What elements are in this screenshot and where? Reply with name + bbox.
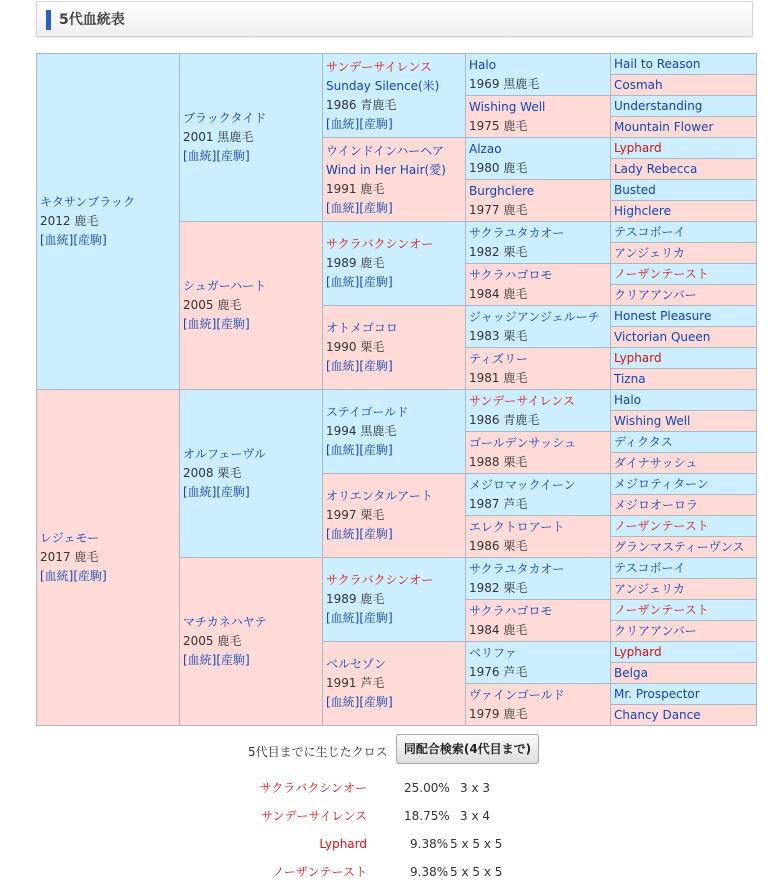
horse-name-link[interactable]: ゴールデンサッシュ bbox=[469, 435, 577, 450]
horse-name-link[interactable]: Cosmah bbox=[614, 77, 663, 92]
pedigree-cell-gen3 bbox=[323, 558, 466, 642]
pedigree-cell-gen5 bbox=[611, 600, 757, 621]
horse-name-link[interactable]: Honest Pleasure bbox=[614, 308, 712, 323]
horse-name-link[interactable]: Alzao bbox=[469, 141, 502, 156]
pedigree-links[interactable]: [血統][産駒] bbox=[183, 149, 250, 163]
pedigree-links[interactable]: [血統][産駒] bbox=[326, 695, 393, 709]
pedigree-cell-gen2 bbox=[180, 558, 323, 726]
cross-pattern: 3 x 4 bbox=[460, 809, 490, 823]
pedigree-cell-gen3 bbox=[323, 642, 466, 726]
horse-info: 2005 鹿毛 bbox=[183, 298, 242, 312]
pedigree-row bbox=[37, 390, 757, 411]
horse-name-link[interactable]: ディクタス bbox=[614, 434, 673, 449]
pedigree-links[interactable]: [血統][産駒] bbox=[326, 200, 393, 215]
pedigree-links[interactable]: [血統][産駒] bbox=[40, 233, 107, 247]
pedigree-cell-gen5 bbox=[611, 117, 757, 138]
horse-info: 1997 栗毛 bbox=[326, 508, 385, 522]
horse-name-link[interactable]: サクラハゴロモ bbox=[469, 267, 553, 282]
horse-name-link[interactable]: Victorian Queen bbox=[614, 329, 711, 344]
pedigree-cell-gen3 bbox=[323, 54, 466, 138]
horse-info: 1980 鹿毛 bbox=[469, 160, 528, 175]
cross-pattern: 5 x 5 x 5 bbox=[450, 865, 503, 879]
horse-info: 2005 鹿毛 bbox=[183, 634, 242, 648]
horse-info: 1979 鹿毛 bbox=[469, 706, 528, 721]
cross-horse-name[interactable]: Lyphard bbox=[319, 837, 367, 851]
pedigree-cell-gen5 bbox=[611, 264, 757, 285]
horse-name-link[interactable]: ティズリー bbox=[469, 351, 529, 366]
horse-info: 1989 鹿毛 bbox=[326, 592, 385, 606]
horse-name-link[interactable]: テスコボーイ bbox=[614, 560, 686, 575]
horse-name-link[interactable]: サクラバクシンオー bbox=[326, 573, 434, 587]
pedigree-cell-gen5 bbox=[611, 453, 757, 474]
horse-name-link[interactable]: グランマスティーヴンス bbox=[614, 539, 745, 554]
horse-name-link[interactable]: サクラユタカオー bbox=[469, 561, 565, 576]
horse-name-en[interactable]: Wind in Her Hair(愛) bbox=[326, 162, 446, 177]
pedigree-cell-gen5 bbox=[611, 327, 757, 348]
pedigree-links[interactable]: [血統][産駒] bbox=[183, 317, 250, 331]
pedigree-cell-gen4 bbox=[466, 222, 611, 264]
horse-info: 1991 鹿毛 bbox=[326, 181, 385, 196]
horse-name-link[interactable]: Wishing Well bbox=[614, 413, 691, 428]
pedigree-links[interactable]: [血統][産駒] bbox=[326, 611, 393, 625]
horse-info: 2001 黒鹿毛 bbox=[183, 130, 254, 144]
horse-name-link[interactable]: クリアアンバー bbox=[614, 623, 697, 638]
pedigree-cell-gen4 bbox=[466, 432, 611, 474]
horse-info: 2012 鹿毛 bbox=[40, 214, 99, 228]
horse-info: 1994 黒鹿毛 bbox=[326, 424, 397, 438]
horse-info: 1984 鹿毛 bbox=[469, 286, 528, 301]
pedigree-cell-gen5 bbox=[611, 642, 757, 663]
horse-name-link[interactable]: アンジェリカ bbox=[614, 581, 685, 596]
pedigree-cell-gen2 bbox=[180, 222, 323, 390]
horse-name-link[interactable]: Chancy Dance bbox=[614, 707, 701, 722]
pedigree-cell-gen4 bbox=[466, 600, 611, 642]
horse-name-link[interactable]: ブラックタイド bbox=[183, 111, 267, 125]
page-title: 5代血統表 bbox=[59, 12, 125, 28]
cross-percent: 9.38% bbox=[410, 837, 449, 851]
pedigree-cell-gen5 bbox=[611, 705, 757, 726]
pedigree-cell-gen5 bbox=[611, 684, 757, 705]
pedigree-cell-gen5 bbox=[611, 621, 757, 642]
horse-info: 1989 鹿毛 bbox=[326, 256, 385, 270]
same-mating-search-button[interactable]: 同配合検索(4代目まで) bbox=[396, 734, 539, 764]
horse-name-link[interactable]: ベリファ bbox=[469, 645, 517, 660]
pedigree-cell-gen5 bbox=[611, 516, 757, 537]
horse-info: 1986 青鹿毛 bbox=[326, 97, 397, 112]
horse-name-link[interactable]: マチカネハヤテ bbox=[183, 615, 267, 629]
pedigree-cell-gen5 bbox=[611, 159, 757, 180]
pedigree-cell-gen5 bbox=[611, 663, 757, 684]
cross-horse-name[interactable]: サンデーサイレンス bbox=[261, 809, 367, 823]
pedigree-cell-gen4 bbox=[466, 138, 611, 180]
pedigree-cell-gen5 bbox=[611, 348, 757, 369]
pedigree-cell-gen4 bbox=[466, 54, 611, 96]
horse-info: 1982 栗毛 bbox=[469, 244, 528, 259]
pedigree-cell-gen4 bbox=[466, 474, 611, 516]
pedigree-cell-gen5 bbox=[611, 138, 757, 159]
horse-name-link[interactable]: ベルセゾン bbox=[326, 657, 387, 671]
pedigree-cell-gen2 bbox=[180, 54, 323, 222]
horse-name-link[interactable]: メジロティターン bbox=[614, 476, 709, 491]
pedigree-table bbox=[36, 53, 757, 726]
horse-name-link[interactable]: Tizna bbox=[614, 371, 646, 386]
horse-name-link[interactable]: メジロマックイーン bbox=[469, 477, 576, 492]
pedigree-row bbox=[37, 54, 757, 75]
horse-name-link[interactable]: サクラハゴロモ bbox=[469, 603, 553, 618]
horse-info: 2017 鹿毛 bbox=[40, 550, 99, 564]
pedigree-links[interactable]: [血統][産駒] bbox=[326, 116, 393, 131]
pedigree-cell-gen4 bbox=[466, 684, 611, 726]
pedigree-cell-gen4 bbox=[466, 348, 611, 390]
horse-name-link[interactable]: Halo bbox=[614, 392, 642, 407]
horse-info: 1975 鹿毛 bbox=[469, 118, 528, 133]
horse-name-link[interactable]: サクラバクシンオー bbox=[326, 237, 434, 251]
cross-horse-name[interactable]: ノーザンテースト bbox=[272, 865, 367, 879]
horse-name-link[interactable]: アンジェリカ bbox=[614, 245, 685, 260]
pedigree-cell-gen4 bbox=[466, 180, 611, 222]
horse-name-link[interactable]: Hail to Reason bbox=[614, 56, 701, 71]
horse-name-link[interactable]: サンデーサイレンス bbox=[469, 393, 575, 408]
horse-name-link[interactable]: オルフェーヴル bbox=[183, 447, 267, 461]
horse-info: 1986 栗毛 bbox=[469, 538, 528, 553]
horse-info: 1990 栗毛 bbox=[326, 340, 385, 354]
horse-name-link[interactable]: Halo bbox=[469, 57, 497, 72]
horse-name-link[interactable]: ヴァインゴールド bbox=[469, 687, 565, 702]
horse-name-link[interactable]: テスコボーイ bbox=[614, 224, 686, 239]
pedigree-cell-gen3 bbox=[323, 390, 466, 474]
horse-name-link[interactable]: Lyphard bbox=[614, 350, 662, 365]
cross-pattern: 5 x 5 x 5 bbox=[450, 837, 503, 851]
pedigree-cell-gen5 bbox=[611, 201, 757, 222]
horse-info: 1984 鹿毛 bbox=[469, 622, 528, 637]
horse-info: 1988 栗毛 bbox=[469, 454, 528, 469]
pedigree-cell-gen5 bbox=[611, 411, 757, 432]
cross-horse-name[interactable]: サクラバクシンオー bbox=[259, 781, 367, 795]
pedigree-cell-gen5 bbox=[611, 579, 757, 600]
pedigree-cell-gen4 bbox=[466, 96, 611, 138]
horse-name-link[interactable]: Understanding bbox=[614, 98, 703, 113]
pedigree-cell-gen5 bbox=[611, 369, 757, 390]
horse-name-link[interactable]: Belga bbox=[614, 665, 648, 680]
horse-name-link[interactable]: レジェモー bbox=[40, 531, 99, 545]
pedigree-cell-gen4 bbox=[466, 390, 611, 432]
pedigree-cell-gen5 bbox=[611, 558, 757, 579]
pedigree-cell-gen4 bbox=[466, 516, 611, 558]
horse-name-link[interactable]: Wishing Well bbox=[469, 99, 546, 114]
horse-name-link[interactable]: ノーザンテースト bbox=[614, 518, 709, 533]
pedigree-links[interactable]: [血統][産駒] bbox=[40, 569, 107, 583]
pedigree-cell-gen3 bbox=[323, 306, 466, 390]
pedigree-cell-gen5 bbox=[611, 222, 757, 243]
horse-name-link[interactable]: ジャッジアンジェルーチ bbox=[469, 309, 600, 324]
horse-name-link[interactable]: クリアアンバー bbox=[614, 287, 697, 302]
horse-name-link[interactable]: オトメゴコロ bbox=[326, 321, 398, 335]
pedigree-cell-gen5 bbox=[611, 96, 757, 117]
horse-name-link[interactable]: Mr. Prospector bbox=[614, 686, 700, 701]
horse-name-link[interactable]: Lyphard bbox=[614, 644, 662, 659]
cross-percent: 25.00% bbox=[404, 781, 450, 795]
horse-name-link[interactable]: Burghclere bbox=[469, 183, 535, 198]
horse-info: 1986 青鹿毛 bbox=[469, 412, 540, 427]
pedigree-cell-gen5 bbox=[611, 75, 757, 96]
pedigree-cell-gen5 bbox=[611, 474, 757, 495]
horse-name-link[interactable]: オリエンタルアート bbox=[326, 489, 433, 503]
pedigree-cell-gen5 bbox=[611, 243, 757, 264]
pedigree-cell-gen1 bbox=[37, 390, 180, 726]
horse-name-link[interactable]: メジロオーロラ bbox=[614, 497, 699, 512]
pedigree-cell-gen1 bbox=[37, 54, 180, 390]
horse-name-link[interactable]: エレクトロアート bbox=[469, 519, 565, 534]
horse-info: 2008 栗毛 bbox=[183, 466, 242, 480]
cross-percent: 18.75% bbox=[404, 809, 450, 823]
horse-name-link[interactable]: シュガーハート bbox=[183, 279, 267, 293]
pedigree-cell-gen2 bbox=[180, 390, 323, 558]
horse-name-link[interactable]: ウインドインハーヘア bbox=[326, 143, 444, 158]
horse-name-link[interactable]: Highclere bbox=[614, 203, 671, 218]
pedigree-links[interactable]: [血統][産駒] bbox=[326, 527, 393, 541]
horse-info: 1969 黒鹿毛 bbox=[469, 76, 540, 91]
pedigree-cell-gen4 bbox=[466, 558, 611, 600]
header-accent-bar bbox=[46, 10, 51, 30]
horse-name-link[interactable]: ノーザンテースト bbox=[614, 266, 709, 281]
horse-info: 1982 栗毛 bbox=[469, 580, 528, 595]
horse-name-link[interactable]: ノーザンテースト bbox=[614, 602, 709, 617]
horse-info: 1976 芦毛 bbox=[469, 664, 528, 679]
cross-label: 5代目までに生じたクロス bbox=[248, 745, 388, 759]
pedigree-cell-gen4 bbox=[466, 642, 611, 684]
pedigree-cell-gen5 bbox=[611, 306, 757, 327]
horse-name-link[interactable]: キタサンブラック bbox=[40, 195, 136, 209]
pedigree-cell-gen5 bbox=[611, 390, 757, 411]
horse-info: 1977 鹿毛 bbox=[469, 202, 528, 217]
pedigree-links[interactable]: [血統][産駒] bbox=[326, 359, 393, 373]
horse-info: 1981 鹿毛 bbox=[469, 370, 528, 385]
cross-percent: 9.38% bbox=[410, 865, 449, 879]
pedigree-cell-gen3 bbox=[323, 474, 466, 558]
pedigree-cell-gen5 bbox=[611, 495, 757, 516]
horse-name-link[interactable]: ステイゴールド bbox=[326, 405, 409, 419]
pedigree-cell-gen5 bbox=[611, 285, 757, 306]
horse-info: 1987 芦毛 bbox=[469, 496, 528, 511]
horse-info: 1983 栗毛 bbox=[469, 328, 528, 343]
horse-info: 1991 芦毛 bbox=[326, 676, 385, 690]
horse-name-link[interactable]: ダイナサッシュ bbox=[614, 455, 698, 470]
section-header bbox=[36, 1, 753, 37]
pedigree-cell-gen5 bbox=[611, 54, 757, 75]
horse-name-link[interactable]: Lady Rebecca bbox=[614, 161, 698, 176]
pedigree-cell-gen5 bbox=[611, 432, 757, 453]
horse-name-link[interactable]: Mountain Flower bbox=[614, 119, 714, 134]
pedigree-links[interactable]: [血統][産駒] bbox=[326, 275, 393, 289]
horse-name-link[interactable]: Busted bbox=[614, 182, 656, 197]
horse-name-link[interactable]: サクラユタカオー bbox=[469, 225, 565, 240]
pedigree-cell-gen5 bbox=[611, 537, 757, 558]
pedigree-cell-gen4 bbox=[466, 306, 611, 348]
horse-name-en[interactable]: Sunday Silence(米) bbox=[326, 78, 440, 93]
pedigree-cell-gen4 bbox=[466, 264, 611, 306]
pedigree-cell-gen3 bbox=[323, 222, 466, 306]
pedigree-cell-gen3 bbox=[323, 138, 466, 222]
horse-name-link[interactable]: サンデーサイレンス bbox=[326, 59, 432, 74]
pedigree-links[interactable]: [血統][産駒] bbox=[183, 485, 250, 499]
pedigree-cell-gen5 bbox=[611, 180, 757, 201]
pedigree-links[interactable]: [血統][産駒] bbox=[183, 653, 250, 667]
pedigree-links[interactable]: [血統][産駒] bbox=[326, 443, 393, 457]
horse-name-link[interactable]: Lyphard bbox=[614, 140, 662, 155]
cross-pattern: 3 x 3 bbox=[460, 781, 490, 795]
